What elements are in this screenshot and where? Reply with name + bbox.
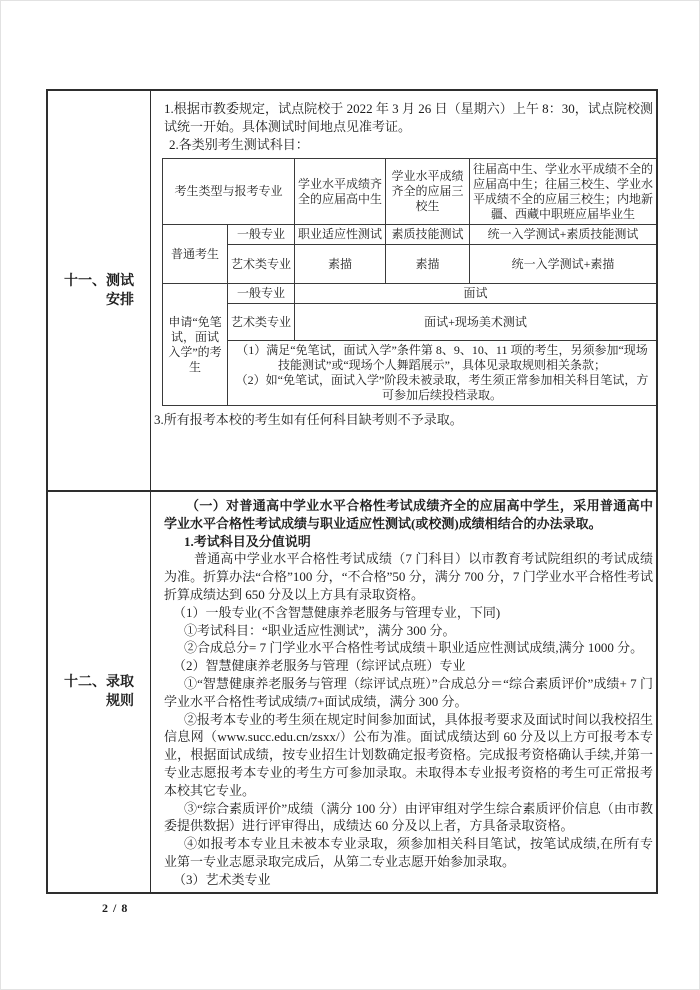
section-12-title-line2: 规则 — [106, 694, 134, 709]
rule-paragraph: ④如报考本专业且未被本专业录取，须参加相关科目笔试，按笔试成绩,在所有专业第一专业志愿录取完成后，从第二专业志愿开始参加录取。 — [164, 836, 653, 869]
group-interview-admission: 申请“免笔试，面试入学”的考生 — [163, 284, 228, 406]
cell-general-major-2: 一般专业 — [228, 284, 295, 304]
header-hs-complete: 学业水平成绩齐全的应届高中生 — [295, 159, 386, 225]
section-12-title-line1: 十二、录取 — [64, 675, 134, 690]
cell-general-major: 一般专业 — [228, 225, 295, 245]
rule-paragraph: （3）艺术类专业 — [173, 871, 271, 887]
cell-sketch-1: 素描 — [295, 245, 386, 284]
rule-paragraph: ①“智慧健康养老服务与管理（综评试点班）”合成总分＝“综合素质评价”成绩+ 7 门学业水平合格性考试成绩/7+面试成绩，满分 300 分。 — [164, 675, 653, 709]
header-other-candidates: 往届高中生、学业水平成绩不全的应届高中生；往届三校生、学业水平成绩不全的应届三校生；内地新疆、西藏中职班应届毕业生 — [470, 159, 656, 225]
table-row — [163, 245, 657, 284]
rule-paragraph: （1）一般专业(不含智慧健康养老服务与管理专业，下同) — [173, 604, 501, 620]
cell-unified-plus-skill: 统一入学测试+素质技能测试 — [470, 225, 656, 245]
section-test-arrangement — [48, 91, 656, 492]
section-11-content — [151, 91, 656, 490]
cell-skill-test: 素质技能测试 — [386, 225, 470, 245]
rule-paragraph: 普通高中学业水平合格性考试成绩（7 门科目）以市教育考试院组织的考试成绩为准。折算办法“合格”100 分，“不合格”50 分，满分 700 分，7 门学业水平合格性考试折算成绩达到 650 分及以上方具有录取资格。 — [164, 551, 653, 602]
interview-note-1: （1）满足“免笔试，面试入学”条件第 8、9、10、11 项的考生，另须参加“现场技能测试”或“现场个人舞蹈展示”，具体见录取规则相关条款； — [236, 343, 648, 373]
admission-rules-text — [151, 492, 656, 889]
cell-art-major-2: 艺术类专业 — [228, 304, 295, 341]
section-11-title — [64, 272, 134, 310]
section-11-label-cell — [48, 91, 151, 490]
table-row — [163, 341, 657, 406]
cell-interview-plus-art: 面试+现场美术测试 — [295, 304, 656, 341]
table-row — [163, 304, 657, 341]
rule-paragraph: 1.考试科目及分值说明 — [184, 533, 311, 549]
absence-rule-paragraph: 3.所有报考本校的考生如有任何科目缺考则不予录取。 — [154, 412, 463, 428]
section-admission-rules — [48, 492, 656, 892]
enrollment-rules-table — [46, 89, 658, 894]
group-ordinary-candidates: 普通考生 — [163, 225, 228, 284]
test-subjects-table — [162, 158, 656, 406]
cell-interview: 面试 — [295, 284, 656, 304]
cell-art-major: 艺术类专业 — [228, 245, 295, 284]
cell-unified-plus-sketch: 统一入学测试+素描 — [470, 245, 656, 284]
page-number: 2 / 8 — [102, 901, 129, 915]
rule-paragraph: ②合成总分= 7 门学业水平合格性考试成绩＋职业适应性测试成绩,满分 1000 分。 — [184, 640, 644, 656]
section-11-title-line1: 十一、测试 — [64, 273, 134, 289]
section-12-content — [151, 492, 656, 892]
section-11-title-line2: 安排 — [106, 292, 134, 308]
rule-paragraph: ①考试科目：“职业适应性测试”，满分 300 分。 — [184, 622, 456, 638]
table-row — [163, 284, 657, 304]
section-12-label-cell — [48, 492, 151, 892]
test-subjects-heading: 2.各类别考生测试科目： — [169, 136, 309, 152]
cell-aptitude-test: 职业适应性测试 — [295, 225, 386, 245]
interview-note-2: （2）如“免笔试，面试入学”阶段未被录取，考生须正常参加相关科目笔试，方可参加后续投档录取。 — [235, 373, 649, 403]
interview-notes-cell — [228, 341, 657, 406]
header-candidate-type: 考生类型与报考专业 — [163, 159, 295, 225]
table-header-row — [163, 159, 657, 225]
rule-paragraph: ③“综合素质评价”成绩（满分 100 分）由评审组对学生综合素质评价信息（由市教委提供数据）进行评审得出，成绩达 60 分及以上者，方具备录取资格。 — [164, 800, 653, 834]
section-12-title — [64, 673, 134, 711]
test-date-paragraph: 1.根据市教委规定，试点院校于 2022 年 3 月 26 日（星期六）上午 8：30，试点院校测试统一开始。具体测试时间地点见准考证。 — [164, 101, 653, 134]
rule-paragraph: （2）智慧健康养老服务与管理（综评试点班）专业 — [173, 658, 466, 674]
header-vs-complete: 学业水平成绩齐全的应届三校生 — [386, 159, 470, 225]
table-row — [163, 225, 657, 245]
cell-sketch-2: 素描 — [386, 245, 470, 284]
rule-paragraph: （一）对普通高中学业水平合格性考试成绩齐全的应届高中学生，采用普通高中学业水平合格性考试成绩与职业适应性测试(或校测)成绩相结合的办法录取。 — [164, 498, 653, 531]
rule-paragraph: ②报考本专业的考生须在规定时间参加面试，具体报考要求及面试时间以我校招生信息网（www.succ.edu.cn/zsxx/）公布为准。面试成绩达到 60 分及以上方可报考本专业，根据面试成绩，按专业招生计划数确定报考资格。完成报考资格确认手续,并第一专业志愿报考本专业的考生方可参加录取。未取得本专业报考资格的考生可正常报考本校其它专业。 — [164, 711, 653, 798]
